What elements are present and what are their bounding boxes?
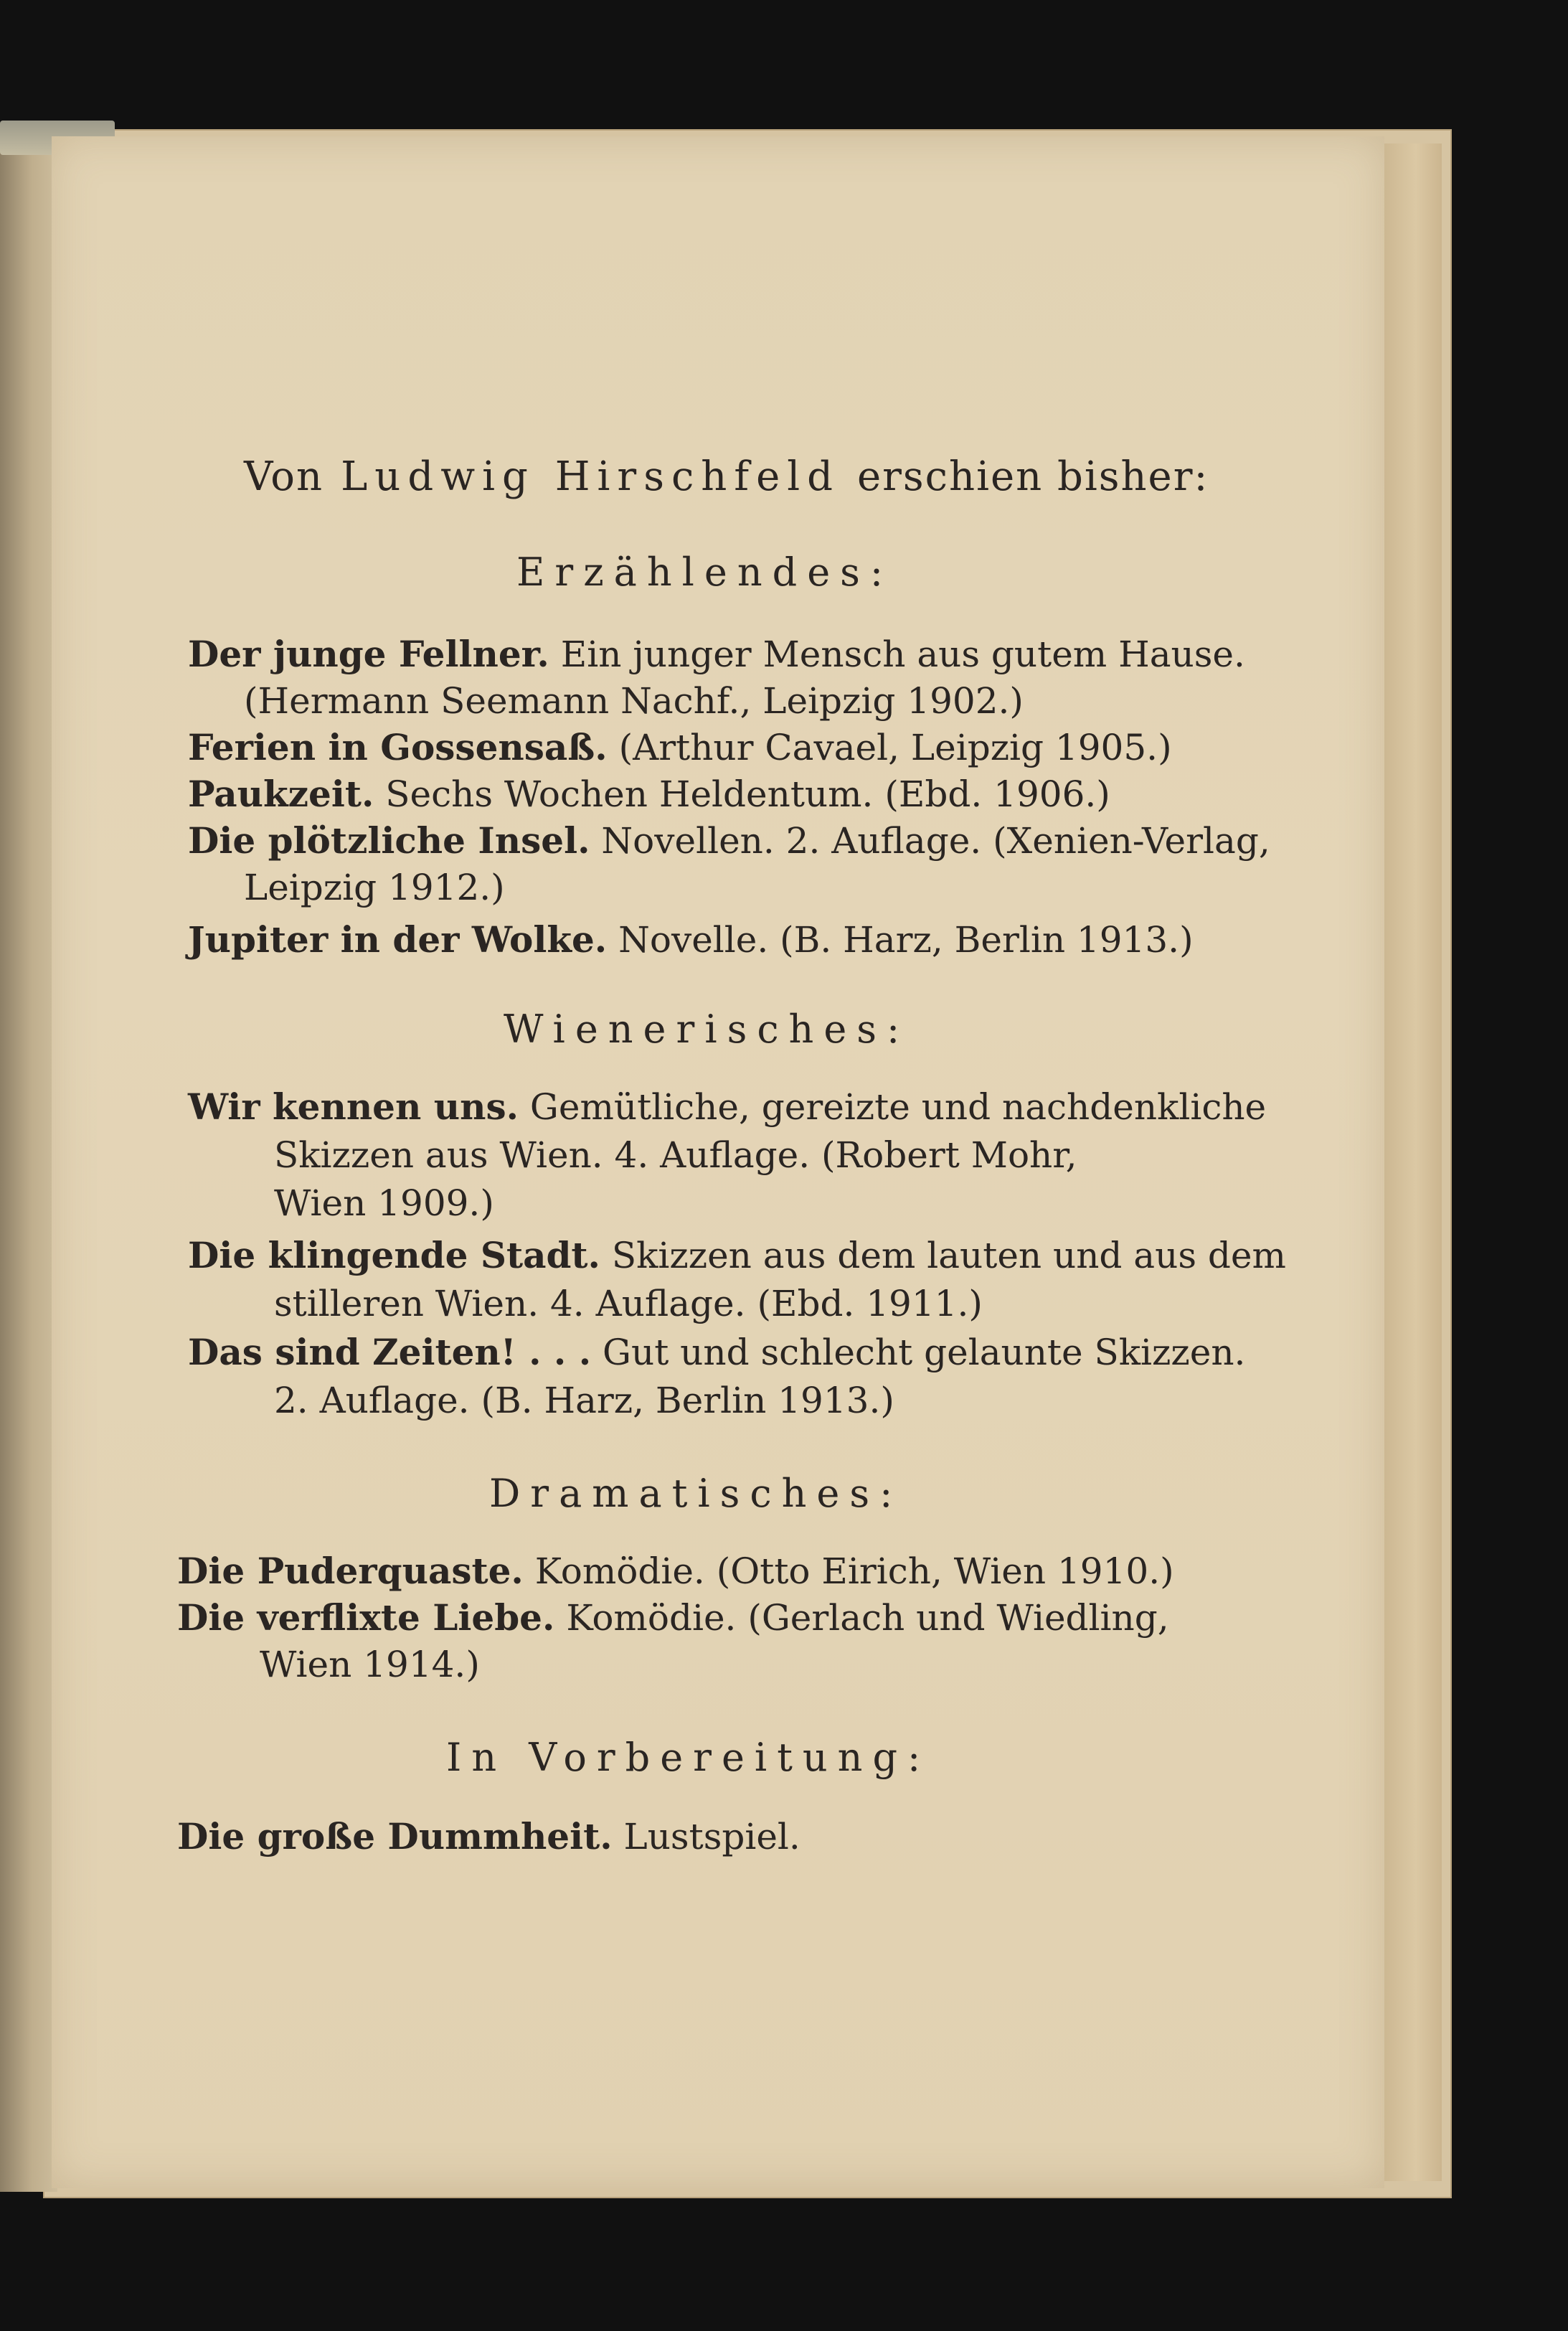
heading-prefix: Von	[244, 453, 324, 500]
entry-text: Skizzen aus Wien. 4. Auflage. (Robert Mohr,	[274, 1134, 1077, 1176]
entry-text: Wien 1909.)	[274, 1182, 494, 1224]
entry-title: Die verflixte Liebe.	[177, 1596, 555, 1639]
entry-title: Jupiter in der Wolke.	[188, 918, 608, 961]
heading-author: Ludwig Hirschfeld	[341, 453, 840, 500]
entry-line	[188, 918, 1194, 961]
entry-text: 2. Auflage. (B. Harz, Berlin 1913.)	[274, 1380, 894, 1421]
printed-page	[52, 136, 1384, 2188]
entry-title: Die Puderquaste.	[177, 1550, 524, 1592]
entry-title: Die klingende Stadt.	[188, 1234, 600, 1276]
entry-title: Der junge Fellner.	[188, 633, 549, 675]
entry-line	[188, 1086, 1266, 1129]
entry-text: Skizzen aus dem lauten und aus dem	[611, 1235, 1286, 1276]
entry-line	[188, 1331, 1245, 1374]
entry-title: Ferien in Gossensaß.	[188, 726, 608, 768]
section-heading: Erzählendes:	[516, 550, 894, 595]
entry-text: Leipzig 1912.)	[244, 867, 505, 908]
entry-title: Wir kennen uns.	[188, 1086, 519, 1128]
entry-line	[177, 1596, 1169, 1639]
book-spine	[0, 126, 57, 2192]
page-text	[52, 136, 1384, 2188]
entry-line	[177, 1815, 800, 1858]
cover-edge	[1377, 143, 1442, 2181]
publications-heading	[244, 453, 1209, 500]
entry-text: (Hermann Seemann Nachf., Leipzig 1902.)	[244, 680, 1024, 722]
entry-text: Lustspiel.	[623, 1816, 800, 1857]
entry-text: stilleren Wien. 4. Auflage. (Ebd. 1911.)	[274, 1283, 983, 1324]
section-heading: Dramatisches:	[489, 1471, 903, 1516]
entry-line	[274, 1182, 494, 1225]
entry-line	[188, 1234, 1286, 1277]
entry-text: (Arthur Cavael, Leipzig 1905.)	[618, 727, 1172, 768]
entry-text: Novellen. 2. Auflage. (Xenien-Verlag,	[601, 820, 1270, 862]
entry-line	[188, 633, 1245, 676]
heading-suffix: erschien bisher:	[857, 453, 1209, 500]
entry-title: Das sind Zeiten! . . .	[188, 1331, 592, 1373]
entry-line	[188, 773, 1110, 816]
entry-text: Komödie. (Otto Eirich, Wien 1910.)	[534, 1550, 1174, 1592]
entry-line	[274, 1134, 1077, 1177]
entry-text: Gut und schlecht gelaunte Skizzen.	[603, 1332, 1246, 1373]
entry-text: Komödie. (Gerlach und Wiedling,	[566, 1597, 1169, 1639]
entry-line	[244, 866, 505, 909]
entry-text: Sechs Wochen Heldentum. (Ebd. 1906.)	[385, 773, 1110, 815]
entry-line	[188, 726, 1172, 769]
entry-line	[177, 1550, 1174, 1593]
entry-title: Die plötzliche Insel.	[188, 819, 590, 862]
entry-text: Wien 1914.)	[260, 1644, 480, 1685]
entry-title: Paukzeit.	[188, 773, 374, 815]
entry-line	[244, 679, 1024, 722]
entry-text: Ein junger Mensch aus gutem Hause.	[560, 634, 1245, 675]
section-heading: In Vorbereitung:	[446, 1735, 931, 1780]
entry-text: Novelle. (B. Harz, Berlin 1913.)	[618, 919, 1194, 961]
entry-line	[274, 1282, 983, 1325]
section-heading: Wienerisches:	[504, 1007, 910, 1052]
entry-line	[260, 1643, 480, 1686]
entry-line	[274, 1379, 894, 1422]
entry-title: Die große Dummheit.	[177, 1815, 613, 1857]
entry-text: Gemütliche, gereizte und nachdenkliche	[529, 1086, 1267, 1128]
entry-line	[188, 819, 1270, 862]
